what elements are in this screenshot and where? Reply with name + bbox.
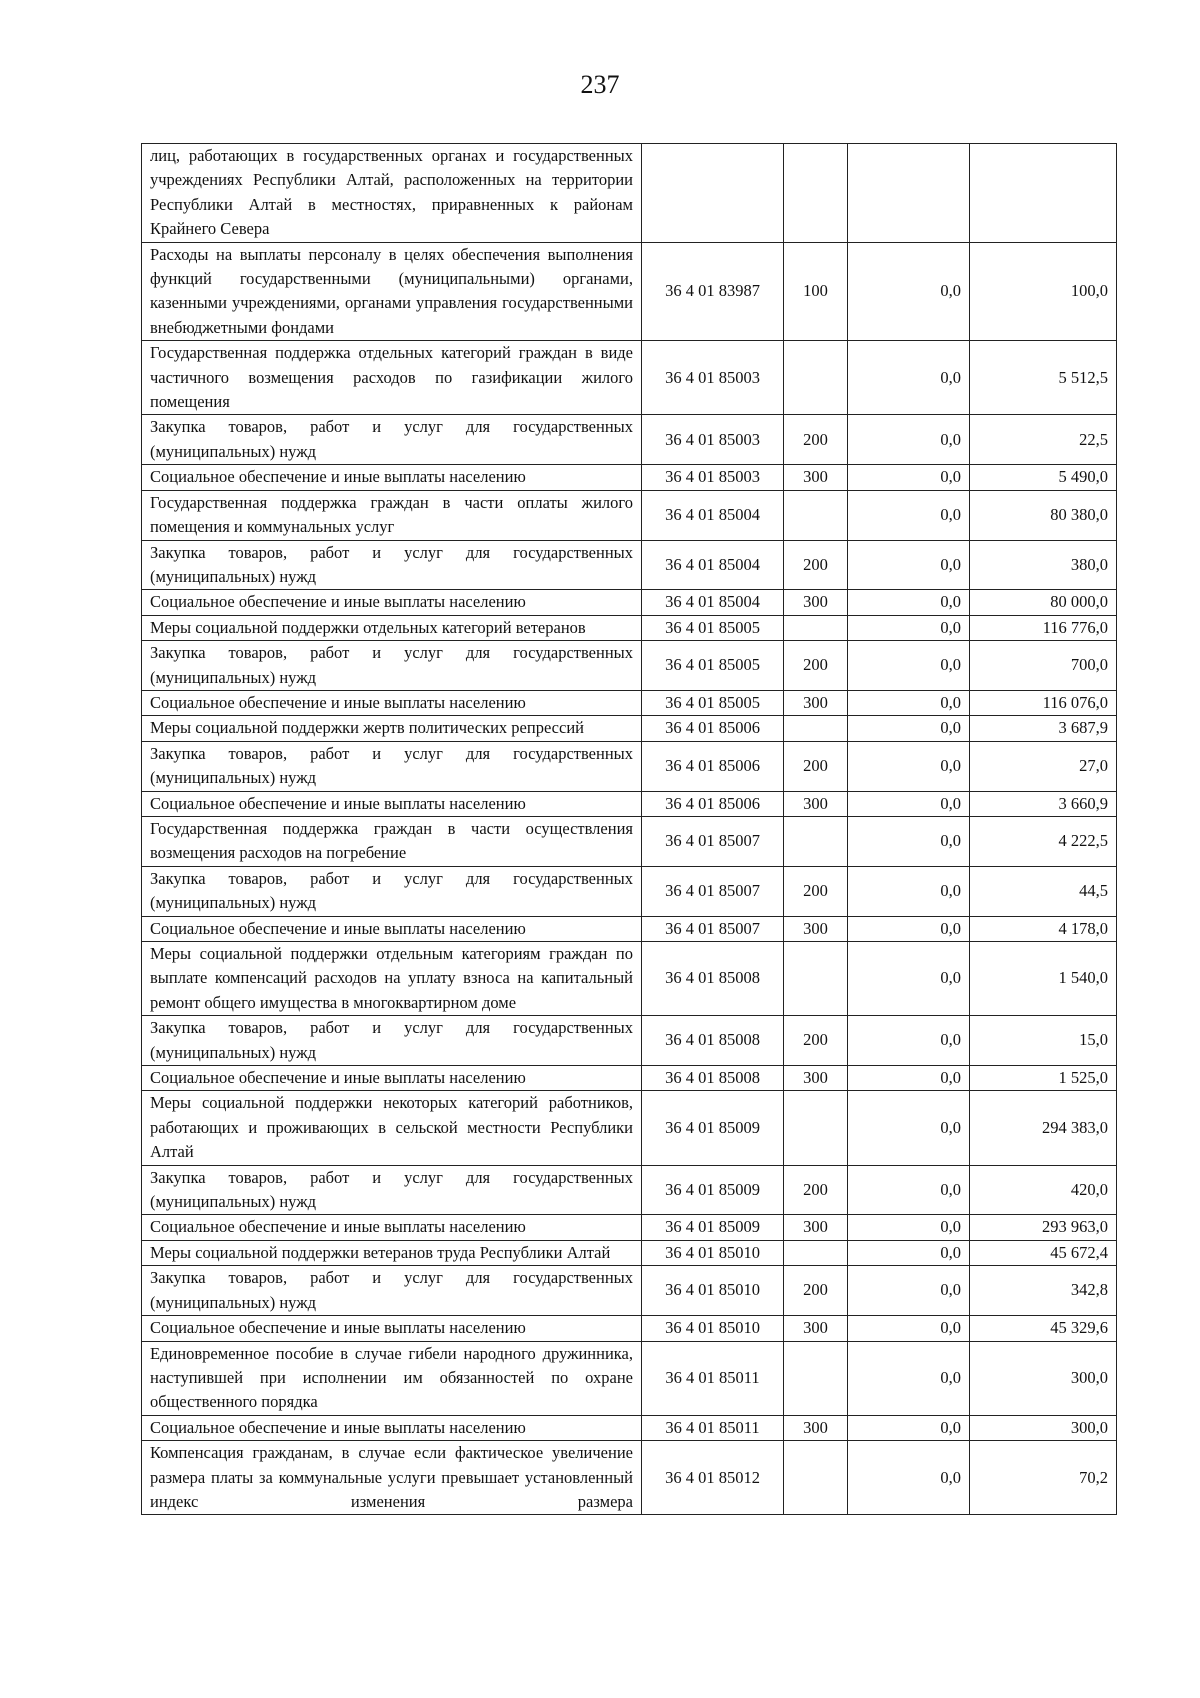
row-value-1: 0,0 bbox=[848, 641, 970, 691]
row-expense-type bbox=[784, 716, 848, 741]
row-value-2: 300,0 bbox=[970, 1341, 1117, 1415]
row-value-1: 0,0 bbox=[848, 1165, 970, 1215]
row-expense-type: 300 bbox=[784, 916, 848, 941]
table-row bbox=[142, 415, 1117, 465]
table-row bbox=[142, 942, 1117, 1016]
row-name: Меры социальной поддержки ветеранов труда Республики Алтай bbox=[142, 1240, 642, 1265]
row-value-2: 80 000,0 bbox=[970, 590, 1117, 615]
row-value-1: 0,0 bbox=[848, 615, 970, 640]
row-code: 36 4 01 85009 bbox=[642, 1165, 784, 1215]
table-row bbox=[142, 144, 1117, 243]
row-value-1: 0,0 bbox=[848, 916, 970, 941]
row-expense-type: 300 bbox=[784, 1215, 848, 1240]
row-value-1: 0,0 bbox=[848, 942, 970, 1016]
row-value-1: 0,0 bbox=[848, 1441, 970, 1515]
row-value-2: 80 380,0 bbox=[970, 490, 1117, 540]
row-code: 36 4 01 85004 bbox=[642, 540, 784, 590]
table-row bbox=[142, 465, 1117, 490]
row-value-2: 1 525,0 bbox=[970, 1066, 1117, 1091]
row-value-1: 0,0 bbox=[848, 741, 970, 791]
row-name: Компенсация гражданам, в случае если фактическое увеличение размера платы за коммунальные услуги превышает установленный индекс изменения размера bbox=[142, 1441, 642, 1515]
row-name: Меры социальной поддержки отдельных категорий ветеранов bbox=[142, 615, 642, 640]
row-value-2: 3 687,9 bbox=[970, 716, 1117, 741]
row-value-2: 342,8 bbox=[970, 1266, 1117, 1316]
row-name: Закупка товаров, работ и услуг для государственных (муниципальных) нужд bbox=[142, 1266, 642, 1316]
row-value-2 bbox=[970, 144, 1117, 243]
row-value-2: 700,0 bbox=[970, 641, 1117, 691]
row-value-1: 0,0 bbox=[848, 690, 970, 715]
table-row bbox=[142, 816, 1117, 866]
row-name: Социальное обеспечение и иные выплаты населению bbox=[142, 690, 642, 715]
table-row bbox=[142, 490, 1117, 540]
row-value-2: 70,2 bbox=[970, 1441, 1117, 1515]
row-code: 36 4 01 85005 bbox=[642, 641, 784, 691]
table-row bbox=[142, 641, 1117, 691]
row-expense-type bbox=[784, 1441, 848, 1515]
row-expense-type bbox=[784, 942, 848, 1016]
table-row bbox=[142, 690, 1117, 715]
table-row bbox=[142, 791, 1117, 816]
row-name: Закупка товаров, работ и услуг для государственных (муниципальных) нужд bbox=[142, 1016, 642, 1066]
row-name: Закупка товаров, работ и услуг для государственных (муниципальных) нужд bbox=[142, 641, 642, 691]
row-name: Социальное обеспечение и иные выплаты населению bbox=[142, 465, 642, 490]
row-value-1: 0,0 bbox=[848, 540, 970, 590]
row-code: 36 4 01 85006 bbox=[642, 741, 784, 791]
row-name: Социальное обеспечение и иные выплаты населению bbox=[142, 791, 642, 816]
table-row bbox=[142, 1240, 1117, 1265]
row-code: 36 4 01 85006 bbox=[642, 791, 784, 816]
table-row bbox=[142, 540, 1117, 590]
row-name: Социальное обеспечение и иные выплаты населению bbox=[142, 590, 642, 615]
row-code: 36 4 01 85011 bbox=[642, 1415, 784, 1440]
row-expense-type bbox=[784, 341, 848, 415]
row-value-1: 0,0 bbox=[848, 1240, 970, 1265]
row-value-2: 293 963,0 bbox=[970, 1215, 1117, 1240]
row-code: 36 4 01 85005 bbox=[642, 615, 784, 640]
row-value-1: 0,0 bbox=[848, 1341, 970, 1415]
row-code: 36 4 01 85004 bbox=[642, 590, 784, 615]
row-name: Социальное обеспечение и иные выплаты населению bbox=[142, 916, 642, 941]
row-name: Социальное обеспечение и иные выплаты населению bbox=[142, 1316, 642, 1341]
row-code: 36 4 01 85006 bbox=[642, 716, 784, 741]
table-row bbox=[142, 1266, 1117, 1316]
row-value-1: 0,0 bbox=[848, 1215, 970, 1240]
row-code: 36 4 01 85003 bbox=[642, 341, 784, 415]
row-value-1: 0,0 bbox=[848, 1415, 970, 1440]
row-expense-type: 200 bbox=[784, 641, 848, 691]
table-row bbox=[142, 1165, 1117, 1215]
row-name: Расходы на выплаты персоналу в целях обеспечения выполнения функций государственными (муниципальными) органами, казенными учреждениями, органами управления государственными внебюджетными фондами bbox=[142, 242, 642, 341]
page-number: 237 bbox=[580, 70, 620, 99]
row-name: Закупка товаров, работ и услуг для государственных (муниципальных) нужд bbox=[142, 415, 642, 465]
row-value-1: 0,0 bbox=[848, 1316, 970, 1341]
row-code: 36 4 01 85010 bbox=[642, 1316, 784, 1341]
row-expense-type: 200 bbox=[784, 741, 848, 791]
row-name: Меры социальной поддержки некоторых категорий работников, работающих и проживающих в сельской местности Республики Алтай bbox=[142, 1091, 642, 1165]
row-value-2: 45 672,4 bbox=[970, 1240, 1117, 1265]
row-value-2: 45 329,6 bbox=[970, 1316, 1117, 1341]
table-row bbox=[142, 716, 1117, 741]
row-value-1: 0,0 bbox=[848, 415, 970, 465]
row-value-1: 0,0 bbox=[848, 816, 970, 866]
row-expense-type: 200 bbox=[784, 1016, 848, 1066]
row-name: Меры социальной поддержки жертв политических репрессий bbox=[142, 716, 642, 741]
row-name: Социальное обеспечение и иные выплаты населению bbox=[142, 1415, 642, 1440]
row-value-2: 5 490,0 bbox=[970, 465, 1117, 490]
row-value-1 bbox=[848, 144, 970, 243]
table-row bbox=[142, 1341, 1117, 1415]
table-row bbox=[142, 590, 1117, 615]
table-row bbox=[142, 1215, 1117, 1240]
budget-table-body bbox=[142, 144, 1117, 1515]
row-code: 36 4 01 85003 bbox=[642, 465, 784, 490]
row-code: 36 4 01 85007 bbox=[642, 866, 784, 916]
row-code: 36 4 01 85009 bbox=[642, 1091, 784, 1165]
row-name: Государственная поддержка граждан в части оплаты жилого помещения и коммунальных услуг bbox=[142, 490, 642, 540]
row-expense-type: 300 bbox=[784, 1066, 848, 1091]
row-expense-type: 300 bbox=[784, 465, 848, 490]
row-value-1: 0,0 bbox=[848, 866, 970, 916]
row-value-2: 100,0 bbox=[970, 242, 1117, 341]
row-code: 36 4 01 85010 bbox=[642, 1266, 784, 1316]
table-row bbox=[142, 1441, 1117, 1515]
row-value-1: 0,0 bbox=[848, 1266, 970, 1316]
row-value-1: 0,0 bbox=[848, 490, 970, 540]
row-code bbox=[642, 144, 784, 243]
row-value-2: 420,0 bbox=[970, 1165, 1117, 1215]
row-expense-type: 200 bbox=[784, 866, 848, 916]
row-value-2: 380,0 bbox=[970, 540, 1117, 590]
row-expense-type bbox=[784, 1341, 848, 1415]
row-value-2: 116 776,0 bbox=[970, 615, 1117, 640]
row-value-1: 0,0 bbox=[848, 1091, 970, 1165]
row-code: 36 4 01 85011 bbox=[642, 1341, 784, 1415]
table-row bbox=[142, 1415, 1117, 1440]
row-value-2: 116 076,0 bbox=[970, 690, 1117, 715]
row-expense-type: 200 bbox=[784, 540, 848, 590]
table-row bbox=[142, 916, 1117, 941]
table-row bbox=[142, 1316, 1117, 1341]
row-name: Социальное обеспечение и иные выплаты населению bbox=[142, 1066, 642, 1091]
row-name: Закупка товаров, работ и услуг для государственных (муниципальных) нужд bbox=[142, 1165, 642, 1215]
row-code: 36 4 01 85008 bbox=[642, 942, 784, 1016]
row-value-1: 0,0 bbox=[848, 465, 970, 490]
row-code: 36 4 01 85007 bbox=[642, 816, 784, 866]
row-expense-type bbox=[784, 144, 848, 243]
row-expense-type: 300 bbox=[784, 1415, 848, 1440]
budget-table bbox=[141, 143, 1117, 1515]
row-value-2: 1 540,0 bbox=[970, 942, 1117, 1016]
row-value-2: 15,0 bbox=[970, 1016, 1117, 1066]
table-row bbox=[142, 242, 1117, 341]
row-expense-type: 300 bbox=[784, 690, 848, 715]
row-value-2: 44,5 bbox=[970, 866, 1117, 916]
row-name: Государственная поддержка отдельных категорий граждан в виде частичного возмещения расходов по газификации жилого помещения bbox=[142, 341, 642, 415]
table-row bbox=[142, 741, 1117, 791]
row-code: 36 4 01 85007 bbox=[642, 916, 784, 941]
row-code: 36 4 01 83987 bbox=[642, 242, 784, 341]
row-value-2: 3 660,9 bbox=[970, 791, 1117, 816]
row-value-1: 0,0 bbox=[848, 341, 970, 415]
row-name: Меры социальной поддержки отдельным категориям граждан по выплате компенсаций расходов на уплату взноса на капитальный ремонт общего имущества в многоквартирном доме bbox=[142, 942, 642, 1016]
row-code: 36 4 01 85008 bbox=[642, 1016, 784, 1066]
row-value-1: 0,0 bbox=[848, 1016, 970, 1066]
table-row bbox=[142, 1091, 1117, 1165]
row-expense-type bbox=[784, 490, 848, 540]
table-row bbox=[142, 866, 1117, 916]
row-expense-type: 200 bbox=[784, 1165, 848, 1215]
table-row bbox=[142, 1016, 1117, 1066]
row-value-2: 4 178,0 bbox=[970, 916, 1117, 941]
row-value-2: 5 512,5 bbox=[970, 341, 1117, 415]
row-name: Закупка товаров, работ и услуг для государственных (муниципальных) нужд bbox=[142, 866, 642, 916]
row-code: 36 4 01 85009 bbox=[642, 1215, 784, 1240]
row-code: 36 4 01 85008 bbox=[642, 1066, 784, 1091]
row-name: Закупка товаров, работ и услуг для государственных (муниципальных) нужд bbox=[142, 540, 642, 590]
row-code: 36 4 01 85012 bbox=[642, 1441, 784, 1515]
row-value-2: 294 383,0 bbox=[970, 1091, 1117, 1165]
row-code: 36 4 01 85004 bbox=[642, 490, 784, 540]
row-value-1: 0,0 bbox=[848, 242, 970, 341]
row-expense-type: 300 bbox=[784, 590, 848, 615]
row-value-1: 0,0 bbox=[848, 590, 970, 615]
row-name: Государственная поддержка граждан в части осуществления возмещения расходов на погребение bbox=[142, 816, 642, 866]
row-name: лиц, работающих в государственных органах и государственных учреждениях Республики Алтай, расположенных на территории Республики Алтай в местностях, приравненных к районам Крайнего Севера bbox=[142, 144, 642, 243]
row-expense-type: 300 bbox=[784, 791, 848, 816]
table-row bbox=[142, 615, 1117, 640]
row-value-2: 22,5 bbox=[970, 415, 1117, 465]
row-value-2: 27,0 bbox=[970, 741, 1117, 791]
row-expense-type bbox=[784, 1091, 848, 1165]
row-value-1: 0,0 bbox=[848, 716, 970, 741]
row-name: Закупка товаров, работ и услуг для государственных (муниципальных) нужд bbox=[142, 741, 642, 791]
row-code: 36 4 01 85010 bbox=[642, 1240, 784, 1265]
row-name: Социальное обеспечение и иные выплаты населению bbox=[142, 1215, 642, 1240]
table-row bbox=[142, 1066, 1117, 1091]
row-code: 36 4 01 85003 bbox=[642, 415, 784, 465]
row-expense-type: 200 bbox=[784, 1266, 848, 1316]
row-value-1: 0,0 bbox=[848, 791, 970, 816]
row-value-1: 0,0 bbox=[848, 1066, 970, 1091]
row-expense-type: 200 bbox=[784, 415, 848, 465]
row-expense-type: 100 bbox=[784, 242, 848, 341]
row-expense-type bbox=[784, 1240, 848, 1265]
row-code: 36 4 01 85005 bbox=[642, 690, 784, 715]
row-expense-type: 300 bbox=[784, 1316, 848, 1341]
row-expense-type bbox=[784, 816, 848, 866]
row-value-2: 4 222,5 bbox=[970, 816, 1117, 866]
table-row bbox=[142, 341, 1117, 415]
row-expense-type bbox=[784, 615, 848, 640]
row-value-2: 300,0 bbox=[970, 1415, 1117, 1440]
row-name: Единовременное пособие в случае гибели народного дружинника, наступившей при исполнении им обязанностей по охране общественного порядка bbox=[142, 1341, 642, 1415]
